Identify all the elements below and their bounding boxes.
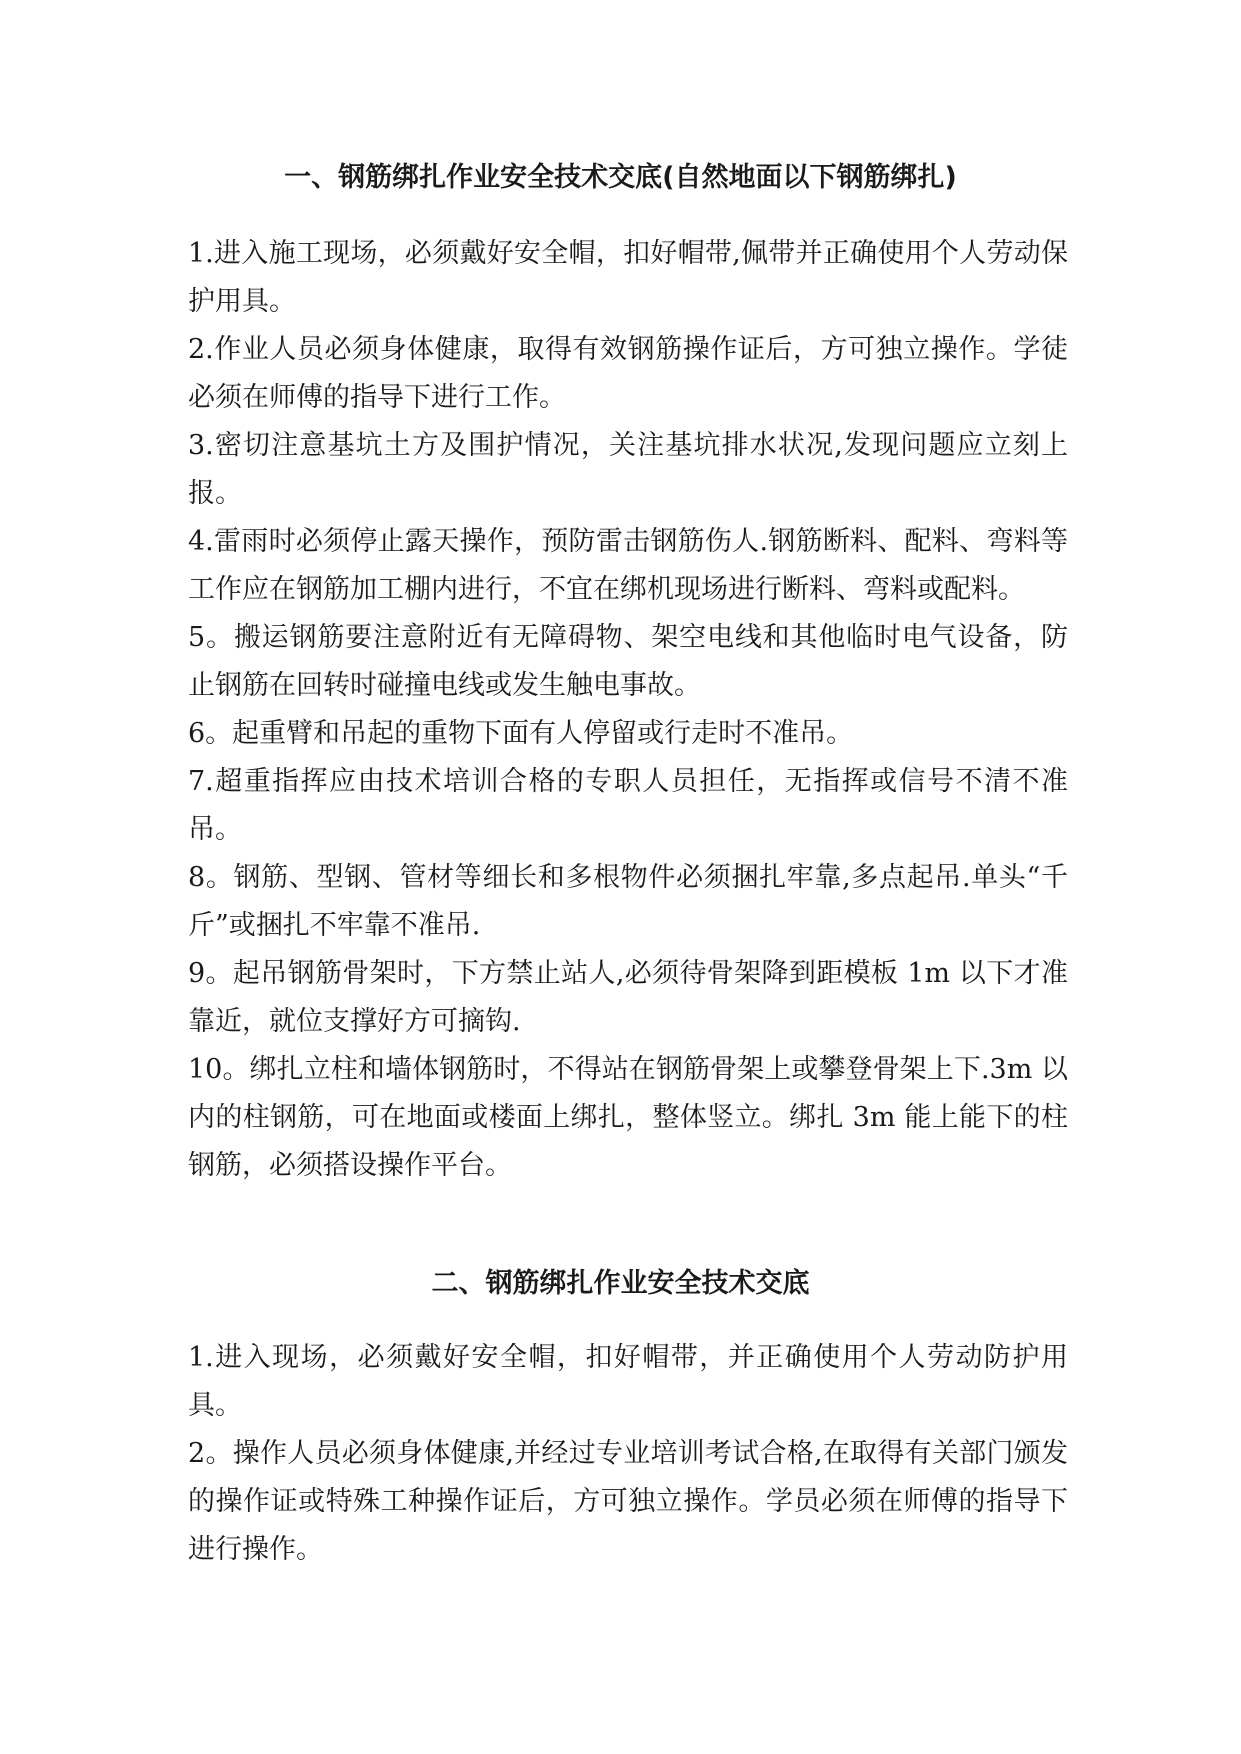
list-item: 6。起重臂和吊起的重物下面有人停留或行走时不准吊。 — [188, 718, 854, 749]
list-item: 4.雷雨时必须停止露天操作，预防雷击钢筋伤人.钢筋断料、配料、弯料等工作应在钢筋加工棚内进行，不宜在绑机现场进行断料、弯料或配料。 — [188, 526, 1068, 605]
section-1-list — [188, 230, 1068, 1190]
list-item: 9。起吊钢筋骨架时，下方禁止站人,必须待骨架降到距模板 1m 以下才准靠近，就位支撑好方可摘钩. — [188, 958, 1068, 1037]
list-item: 5。搬运钢筋要注意附近有无障碍物、架空电线和其他临时电气设备，防止钢筋在回转时碰撞电线或发生触电事故。 — [188, 622, 1068, 701]
list-item: 7.超重指挥应由技术培训合格的专职人员担任，无指挥或信号不清不准吊。 — [188, 766, 1068, 845]
list-item: 2。操作人员必须身体健康,并经过专业培训考试合格,在取得有关部门颁发的操作证或特殊工种操作证后，方可独立操作。学员必须在师傅的指导下进行操作。 — [188, 1438, 1068, 1565]
list-item: 1.进入现场，必须戴好安全帽，扣好帽带，并正确使用个人劳动防护用具。 — [188, 1342, 1068, 1421]
section-title-1: 一、钢筋绑扎作业安全技术交底(自然地面以下钢筋绑扎) — [284, 162, 957, 193]
section-2-list — [188, 1334, 1068, 1574]
list-item: 3.密切注意基坑土方及围护情况，关注基坑排水状况,发现问题应立刻上报。 — [188, 430, 1068, 509]
list-item: 2.作业人员必须身体健康，取得有效钢筋操作证后，方可独立操作。学徒必须在师傅的指导下进行工作。 — [188, 334, 1068, 413]
list-item: 1.进入施工现场，必须戴好安全帽，扣好帽带,佩带并正确使用个人劳动保护用具。 — [188, 238, 1068, 317]
list-item: 10。绑扎立柱和墙体钢筋时，不得站在钢筋骨架上或攀登骨架上下.3m 以内的柱钢筋，可在地面或楼面上绑扎，整体竖立。绑扎 3m 能上能下的柱钢筋，必须搭设操作平台。 — [188, 1054, 1068, 1181]
section-title-2: 二、钢筋绑扎作业安全技术交底 — [431, 1268, 810, 1299]
list-item: 8。钢筋、型钢、管材等细长和多根物件必须捆扎牢靠,多点起吊.单头“千斤”或捆扎不牢靠不准吊. — [188, 862, 1068, 941]
